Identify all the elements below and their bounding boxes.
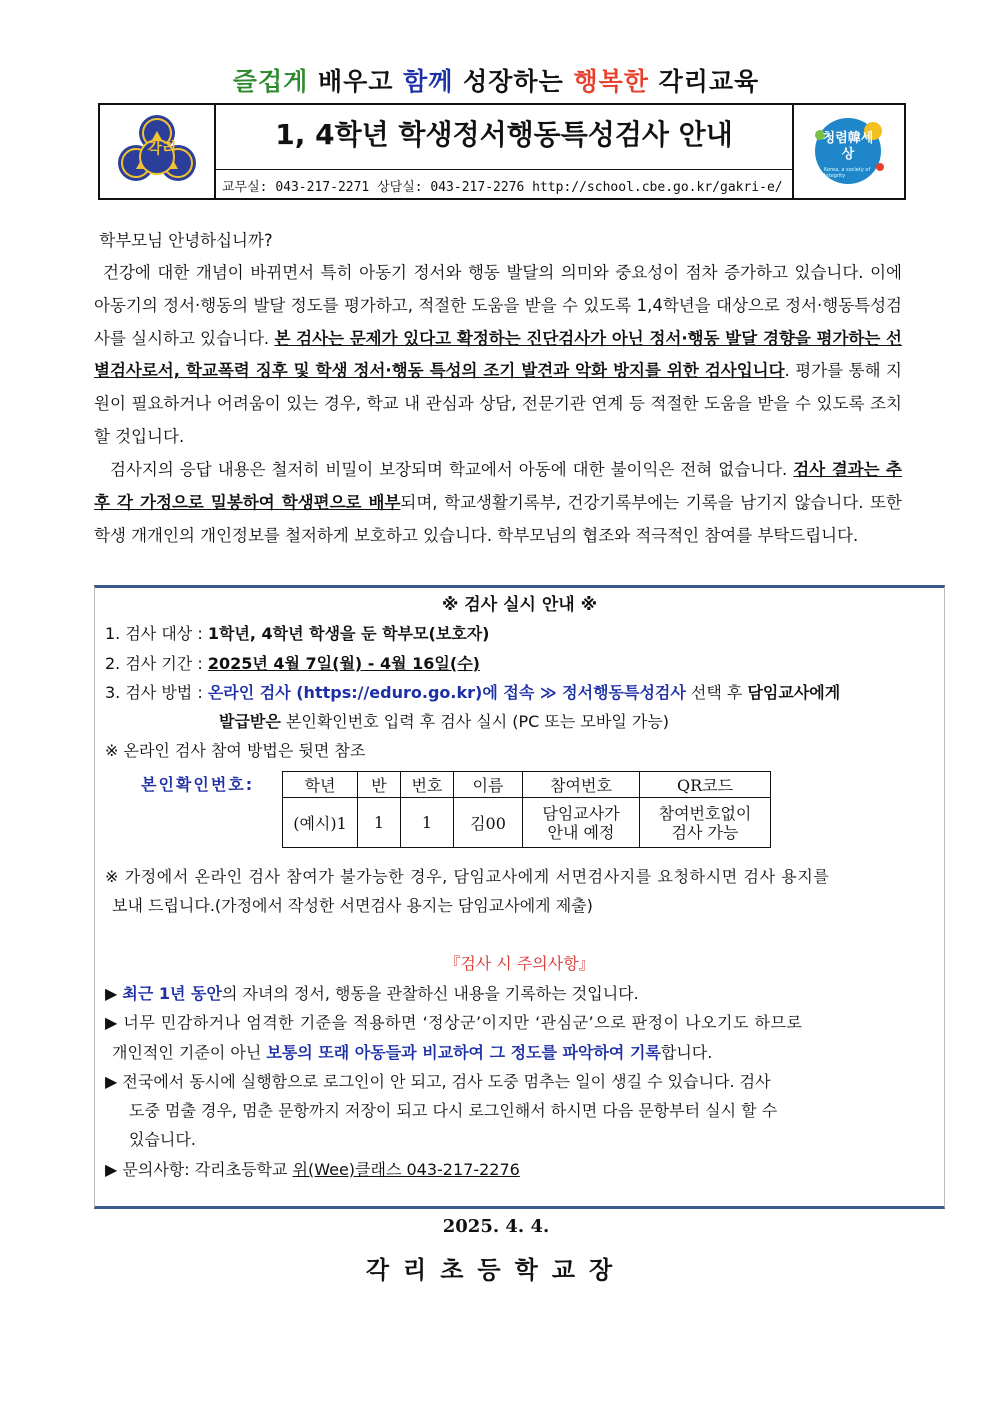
text-span: 최근 1년 동안 bbox=[122, 984, 222, 1003]
table-header: QR코드 bbox=[640, 772, 771, 798]
caution-item-3 bbox=[105, 1069, 771, 1092]
slogan-word: 성장하는 bbox=[453, 67, 574, 96]
exam-info-box bbox=[94, 585, 945, 1209]
table-cell: 1 bbox=[401, 798, 454, 848]
text-span: 너무 민감하거나 엄격한 기준을 적용하면 ‘정상군’이지만 ‘관심군’으로 판정이 나오기도 하므로 bbox=[123, 1013, 803, 1032]
integrity-logo-text: 청렴韓세상 bbox=[822, 131, 874, 162]
exam-target bbox=[105, 621, 489, 644]
table-cell: 담임교사가 안내 예정 bbox=[523, 798, 640, 848]
text-span: 합니다. bbox=[660, 1043, 713, 1062]
text-span: 개인적인 기준이 아닌 bbox=[112, 1043, 267, 1062]
text-span: 건강에 대한 개념이 바뀌면서 특히 아동기 정서와 행동 발달의 의미와 중요성이 점차 증가하고 있습니다. 이에 아동기의 정서·행동의 발달 정도를 평가하고, 적절한 도움을 받을 수 있도록 1,4학년을 대상으로 정서·행동특성검사를 실시하고 있습니다. bbox=[94, 263, 902, 348]
text-span: . 평가를 통해 지원이 필요하거나 어려움이 있는 경우, 학교 내 관심과 상담, 전문기관 연계 등 적절한 도움을 받을 수 있도록 조치할 것입니다. bbox=[94, 361, 902, 446]
bullet-icon: ▶ bbox=[105, 1160, 118, 1179]
bullet-icon: ▶ bbox=[105, 1013, 118, 1032]
caution-item-4 bbox=[105, 1157, 520, 1180]
table-cell: 참여번호없이 검사 가능 bbox=[640, 798, 771, 848]
principal-signature: 각리초등학교장 bbox=[365, 1255, 627, 1284]
exam-period bbox=[105, 651, 480, 674]
value: 1학년, 4학년 학생을 둔 학부모(보호자) bbox=[207, 624, 490, 643]
table-header: 번호 bbox=[401, 772, 454, 798]
contact-number: 위(Wee)클래스 043-217-2276 bbox=[292, 1160, 520, 1179]
text-span: 검사지의 응답 내용은 철저히 비밀이 보장되며 학교에서 아동에 대한 불이익은 전혀 없습니다. bbox=[110, 460, 794, 479]
id-number-label: 본인확인번호: bbox=[141, 775, 255, 794]
exam-method-line2 bbox=[219, 709, 669, 732]
school-slogan bbox=[0, 62, 992, 98]
text-span: 본인확인번호 입력 후 검사 실시 (PC 또는 모바일 가능) bbox=[280, 712, 670, 731]
table-header: 반 bbox=[358, 772, 401, 798]
slogan-word: 각리교육 bbox=[648, 67, 760, 96]
slogan-word: 함께 bbox=[403, 67, 454, 96]
note-online-method: ※ 온라인 검사 참여 방법은 뒷면 참조 bbox=[105, 741, 366, 760]
table-cell: 김00 bbox=[454, 798, 523, 848]
label: 1. 검사 대상 : bbox=[105, 624, 208, 643]
exam-method bbox=[105, 680, 840, 703]
integrity-logo-sub: Korea, a society of Integrity bbox=[824, 167, 871, 179]
caution-item-2 bbox=[105, 1010, 802, 1033]
text-span: 의 자녀의 정서, 행동을 관찰하신 내용을 기록하는 것입니다. bbox=[221, 984, 639, 1003]
table-cell: 1 bbox=[358, 798, 401, 848]
info-title: ※ 검사 실시 안내 ※ bbox=[441, 595, 598, 615]
contact-info: 교무실: 043-217-2271 상담실: 043-217-2276 http://school.cbe.go.kr/gakri-e/ bbox=[222, 180, 783, 195]
caution-item-1 bbox=[105, 981, 639, 1004]
intro-paragraph-2 bbox=[94, 454, 902, 552]
text-span: 선택 후 bbox=[685, 683, 748, 702]
text-span: 문의사항: 각리초등학교 bbox=[122, 1160, 293, 1179]
greeting-text: 학부모님 안녕하십니까? bbox=[99, 231, 273, 250]
method-link[interactable]: 온라인 검사 (https://eduro.go.kr)에 접속 ≫ 정서행동특성검사 bbox=[207, 683, 686, 702]
label: 3. 검사 방법 : bbox=[105, 683, 208, 702]
text-span: 보통의 또래 아동들과 비교하여 그 정도를 파악하여 기록 bbox=[266, 1043, 661, 1062]
table-cell: (예시)1 bbox=[283, 798, 358, 848]
table-header: 학년 bbox=[283, 772, 358, 798]
text-span: 담임교사에게 bbox=[747, 683, 841, 702]
note-paper-exam-2: 보내 드립니다.(가정에서 작성한 서면검사 용지는 담임교사에게 제출) bbox=[112, 896, 593, 915]
integrity-logo-icon bbox=[808, 111, 892, 191]
bullet-icon: ▶ bbox=[105, 1072, 118, 1091]
table-header: 참여번호 bbox=[523, 772, 640, 798]
caution-item-2-line2 bbox=[112, 1040, 712, 1063]
value: 2025년 4월 7일(월) - 4월 16일(수) bbox=[207, 654, 480, 673]
slogan-word: 행복한 bbox=[573, 67, 649, 96]
id-example-table bbox=[282, 771, 771, 848]
greeting bbox=[94, 225, 902, 258]
note-paper-exam: ※ 가정에서 온라인 검사 참여가 불가능한 경우, 담임교사에게 서면검사지를 요청하시면 검사 용지를 bbox=[105, 867, 830, 886]
text-span: 전국에서 동시에 실행함으로 로그인이 안 되고, 검사 도중 멈추는 일이 생길 수 있습니다. 검사 bbox=[122, 1072, 771, 1091]
caution-item-3-line2: 도중 멈출 경우, 멈춘 문항까지 저장이 되고 다시 로그인해서 하시면 다음 문항부터 실시 할 수 bbox=[129, 1101, 778, 1120]
caution-item-3-line3: 있습니다. bbox=[129, 1130, 196, 1149]
emphasis-text: 검사 결과는 추후 각 가정으로 밀봉하여 학생편으로 배부 bbox=[94, 460, 902, 512]
label: 2. 검사 기간 : bbox=[105, 654, 208, 673]
caution-title: 『검사 시 주의사항』 bbox=[444, 954, 595, 973]
text-span: 발급받은 bbox=[219, 712, 281, 731]
emphasis-text: 본 검사는 문제가 있다고 확정하는 진단검사가 아닌 정서·행동 발달 경향을 평가하는 선별검사로서, 학교폭력 징후 및 학생 정서·행동 특성의 조기 발견과 악화 방지를 위한 검사입니다 bbox=[94, 328, 902, 381]
document-date: 2025. 4. 4. bbox=[442, 1216, 550, 1237]
bullet-icon: ▶ bbox=[105, 984, 118, 1003]
slogan-word: 즐겁게 bbox=[232, 67, 309, 96]
page-title: 1, 4학년 학생정서행동특성검사 안내 bbox=[275, 118, 733, 151]
slogan-word: 배우고 bbox=[308, 67, 404, 96]
text-span: 되며, 학교생활기록부, 건강기록부에는 기록을 남기지 않습니다. 또한 학생 개개인의 개인정보를 철저하게 보호하고 있습니다. 학부모님의 협조와 적극적인 참여를 부탁드립니다. bbox=[94, 492, 902, 545]
table-header: 이름 bbox=[454, 772, 523, 798]
intro-paragraph-1 bbox=[94, 257, 902, 454]
header-box bbox=[98, 103, 906, 200]
emblem-text: 각리 bbox=[147, 139, 177, 157]
